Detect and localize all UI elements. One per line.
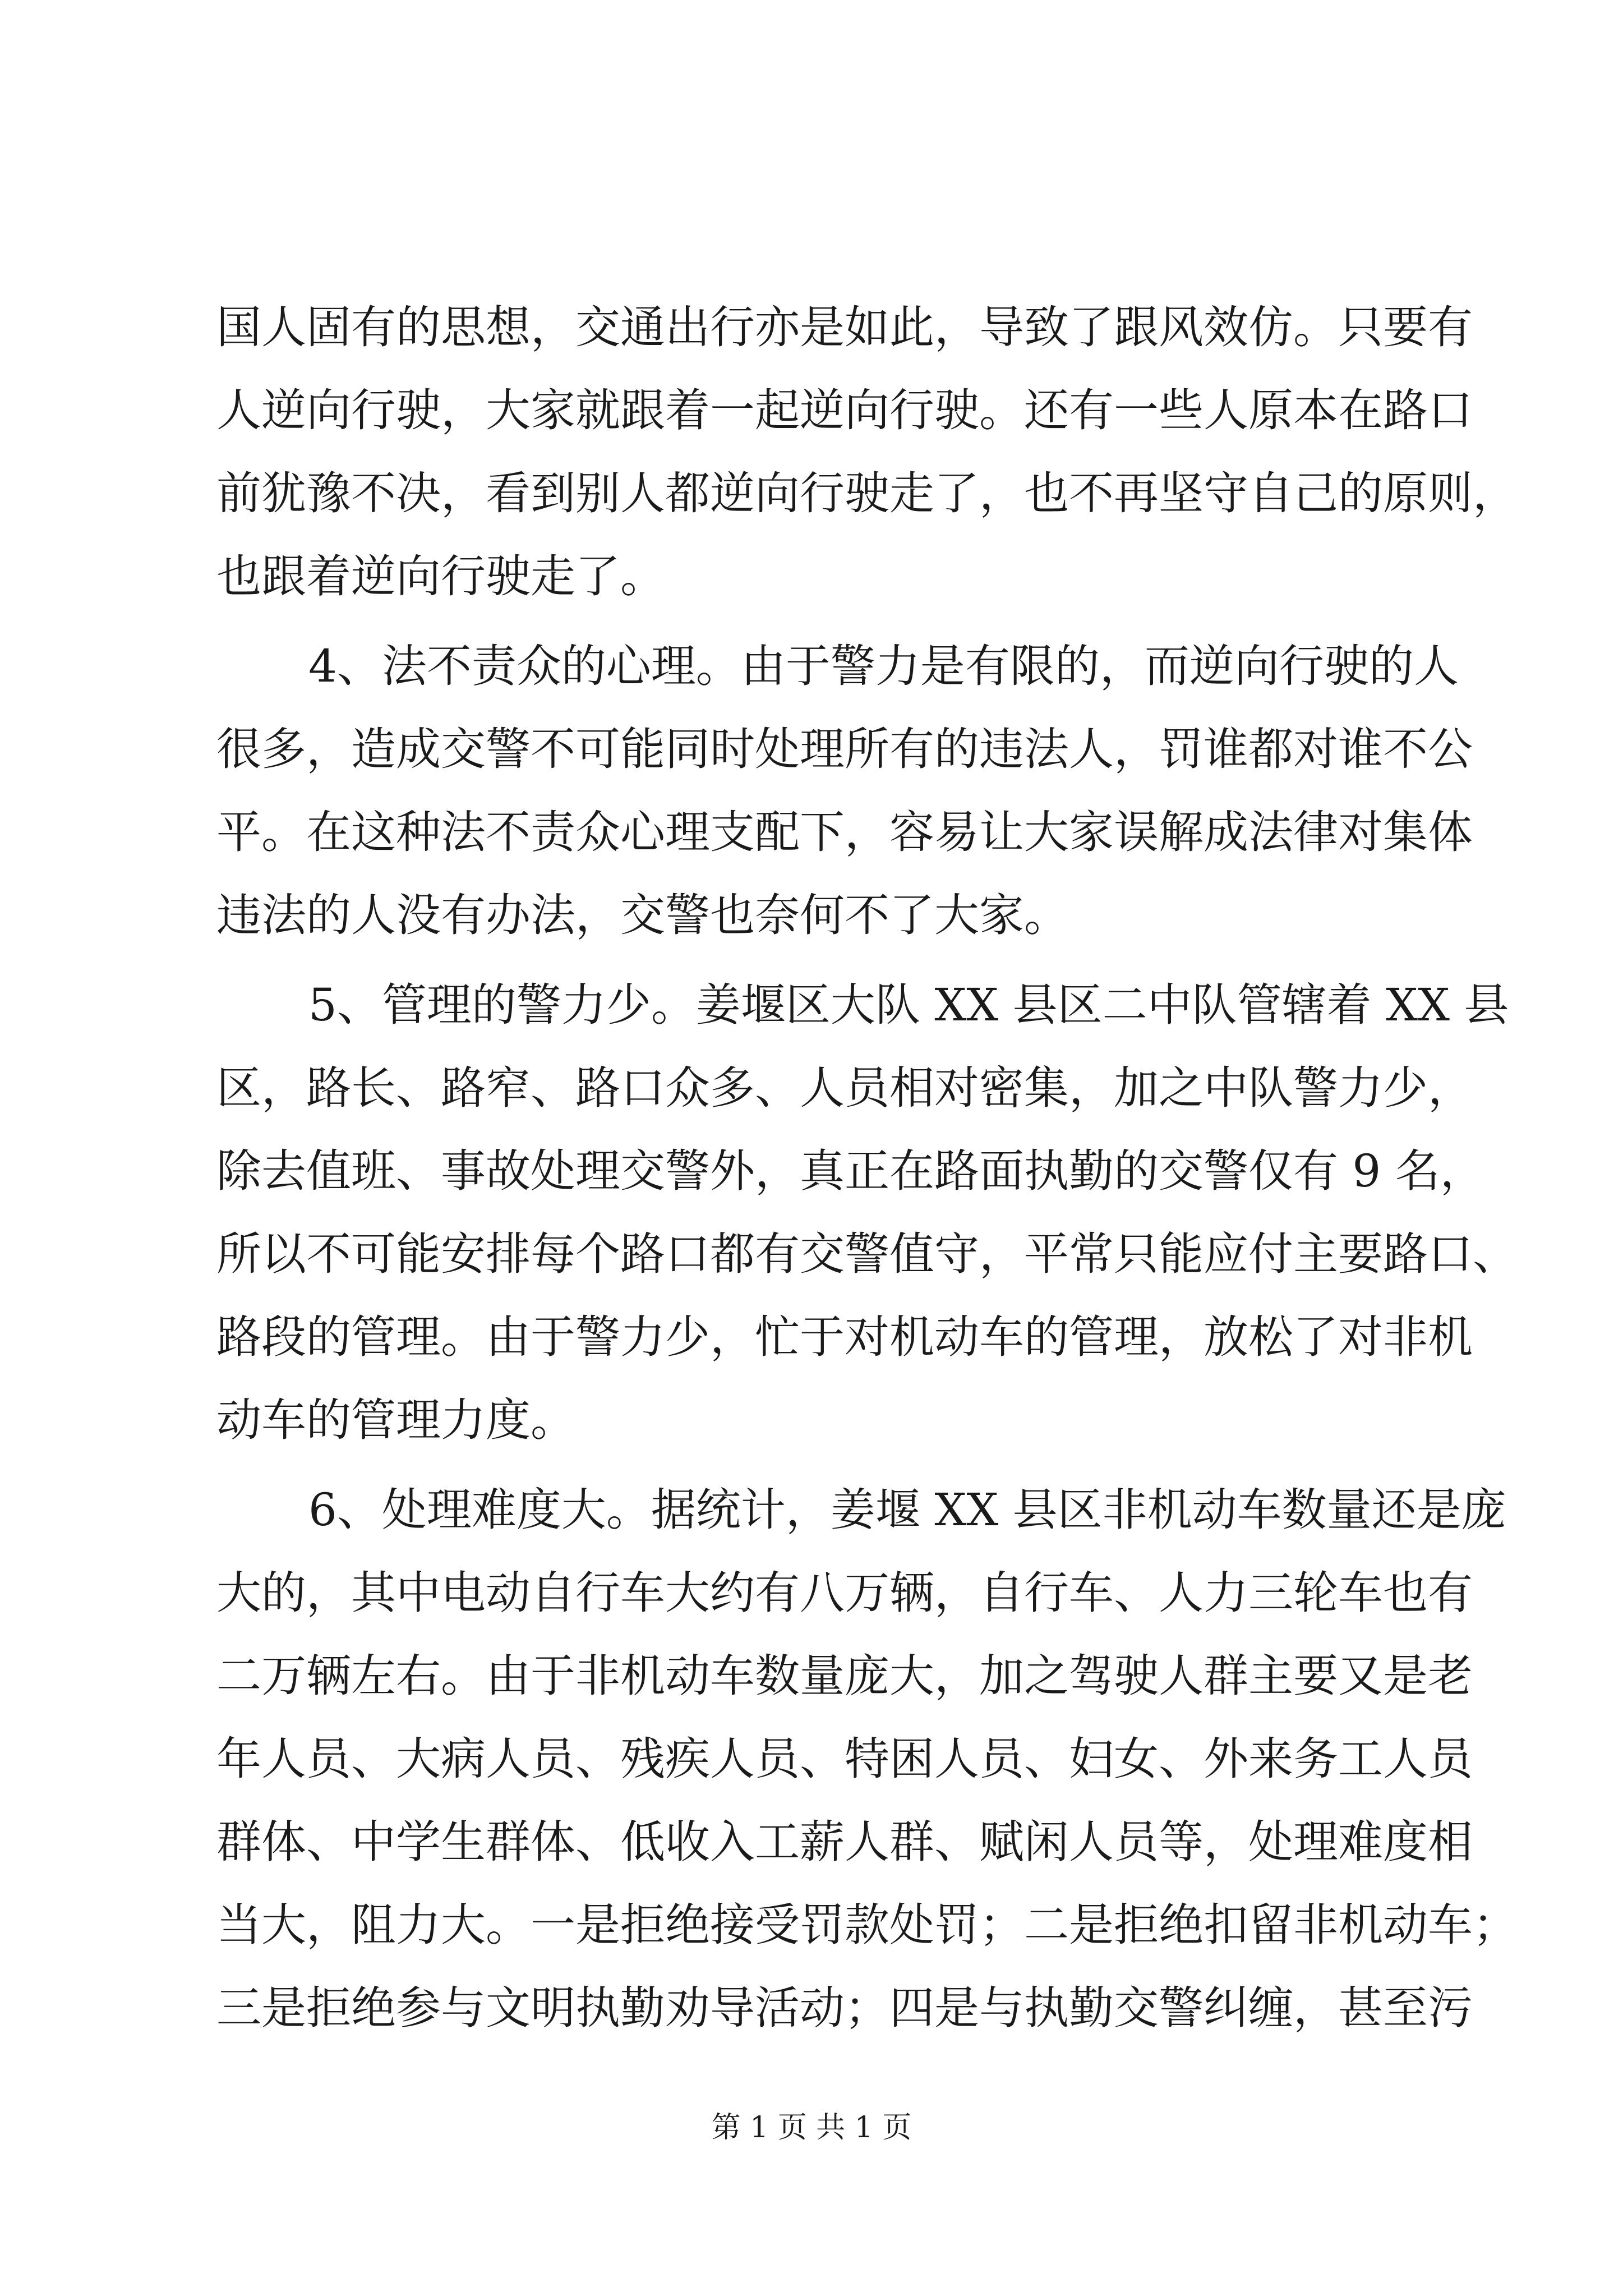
text-line: 当大，阻力大。一是拒绝接受罚款处罚；二是拒绝扣留非机动车； [216,1899,1518,1951]
text-line: 很多，造成交警不可能同时处理所有的违法人，罚谁都对谁不公 [216,723,1473,775]
document-body [216,286,1518,2056]
text-line: 平。在这种法不责众心理支配下，容易让大家误解成法律对集体 [216,806,1473,858]
text-line: 二万辆左右。由于非机动车数量庞大，加之驾驶人群主要又是老 [216,1650,1473,1702]
text-line: 5、管理的警力少。姜堰区大队 XX 县区二中队管辖着 XX 县 [308,979,1509,1031]
text-line: 前犹豫不决，看到别人都逆向行驶走了，也不再坚守自己的原则， [216,467,1518,519]
paragraph-1 [216,286,1518,618]
text-line: 所以不可能安排每个路口都有交警值守，平常只能应付主要路口、 [216,1228,1518,1280]
text-line: 群体、中学生群体、低收入工薪人群、赋闲人员等，处理难度相 [216,1816,1473,1868]
text-line: 除去值班、事故处理交警外，真正在路面执勤的交警仅有 9 名， [216,1145,1485,1197]
page-footer: 第 1 页 共 1 页 [711,2111,912,2145]
text-line: 也跟着逆向行驶走了。 [216,550,665,602]
paragraph-3 [216,964,1518,1462]
text-line: 三是拒绝参与文明执勤劝导活动；四是与执勤交警纠缠，甚至污 [216,1982,1473,2034]
text-line: 年人员、大病人员、残疾人员、特困人员、妇女、外来务工人员 [216,1733,1473,1785]
text-line: 人逆向行驶，大家就跟着一起逆向行驶。还有一些人原本在路口 [216,384,1473,436]
text-line: 区，路长、路窄、路口众多、人员相对密集，加之中队警力少， [216,1062,1473,1114]
text-line: 动车的管理力度。 [216,1394,575,1446]
text-line: 路段的管理。由于警力少，忙于对机动车的管理，放松了对非机 [216,1311,1473,1363]
text-line: 4、法不责众的心理。由于警力是有限的，而逆向行驶的人 [308,640,1459,692]
text-line: 违法的人没有办法，交警也奈何不了大家。 [216,889,1069,941]
text-line: 大的，其中电动自行车大约有八万辆，自行车、人力三轮车也有 [216,1567,1473,1619]
paragraph-4 [216,1469,1518,2050]
text-line: 6、处理难度大。据统计，姜堰 XX 县区非机动车数量还是庞 [308,1484,1506,1536]
text-line: 国人固有的思想，交通出行亦是如此，导致了跟风效仿。只要有 [216,301,1473,353]
paragraph-2 [216,625,1473,957]
